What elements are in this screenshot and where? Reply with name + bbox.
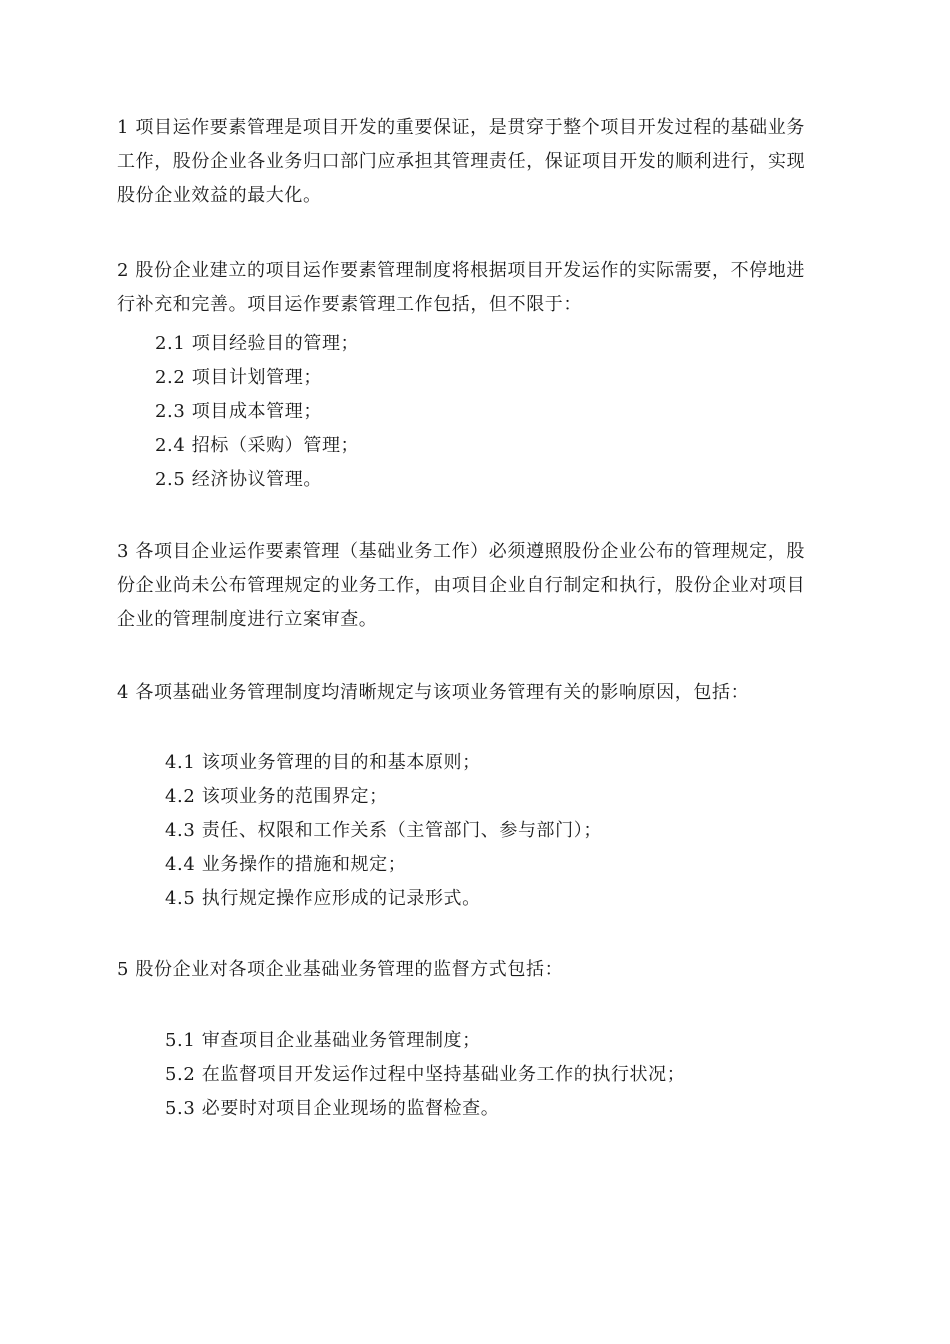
- section-2-paragraph: [117, 254, 837, 322]
- section-3-line: 企业的管理制度进行立案审查。: [117, 609, 378, 630]
- section-3-paragraph: [117, 535, 837, 637]
- list-item: 4.4 业务操作的措施和规定；: [165, 854, 407, 875]
- section-4-list: [165, 746, 602, 916]
- section-4-paragraph: [117, 676, 837, 710]
- list-item: 5.1 审查项目企业基础业务管理制度；: [165, 1030, 481, 1051]
- list-item: 4.5 执行规定操作应形成的记录形式。: [165, 888, 481, 909]
- list-item: 4.1 该项业务管理的目的和基本原则；: [165, 752, 481, 773]
- section-1-line: 股份企业效益的最大化。: [117, 185, 322, 206]
- list-item: 2.2 项目计划管理；: [155, 367, 322, 388]
- section-2-line: 行补充和完善。项目运作要素管理工作包括，但不限于：: [117, 294, 582, 315]
- section-1-paragraph: [117, 111, 837, 213]
- list-item: 5.3 必要时对项目企业现场的监督检查。: [165, 1098, 500, 1119]
- section-5-line: 5 股份企业对各项企业基础业务管理的监督方式包括：: [117, 959, 564, 980]
- list-item: 4.3 责任、权限和工作关系（主管部门、参与部门）；: [165, 820, 602, 841]
- list-item: 2.5 经济协议管理。: [155, 469, 322, 490]
- section-3-line: 份企业尚未公布管理规定的业务工作，由项目企业自行制定和执行，股份企业对项目: [117, 575, 806, 596]
- section-5-list: [165, 1024, 685, 1126]
- list-item: 4.2 该项业务的范围界定；: [165, 786, 388, 807]
- list-item: 2.3 项目成本管理；: [155, 401, 322, 422]
- section-1-line: 1 项目运作要素管理是项目开发的重要保证，是贯穿于整个项目开发过程的基础业务: [117, 117, 805, 138]
- section-2-line: 2 股份企业建立的项目运作要素管理制度将根据项目开发运作的实际需要，不停地进: [117, 260, 805, 281]
- list-item: 2.1 项目经验目的管理；: [155, 333, 360, 354]
- list-item: 2.4 招标（采购）管理；: [155, 435, 360, 456]
- section-3-line: 3 各项目企业运作要素管理（基础业务工作）必须遵照股份企业公布的管理规定，股: [117, 541, 805, 562]
- section-2-list: [155, 327, 359, 497]
- list-item: 5.2 在监督项目开发运作过程中坚持基础业务工作的执行状况；: [165, 1064, 686, 1085]
- section-1-line: 工作，股份企业各业务归口部门应承担其管理责任，保证项目开发的顺利进行，实现: [117, 151, 806, 172]
- section-5-paragraph: [117, 953, 837, 987]
- section-4-line: 4 各项基础业务管理制度均清晰规定与该项业务管理有关的影响原因，包括：: [117, 682, 750, 703]
